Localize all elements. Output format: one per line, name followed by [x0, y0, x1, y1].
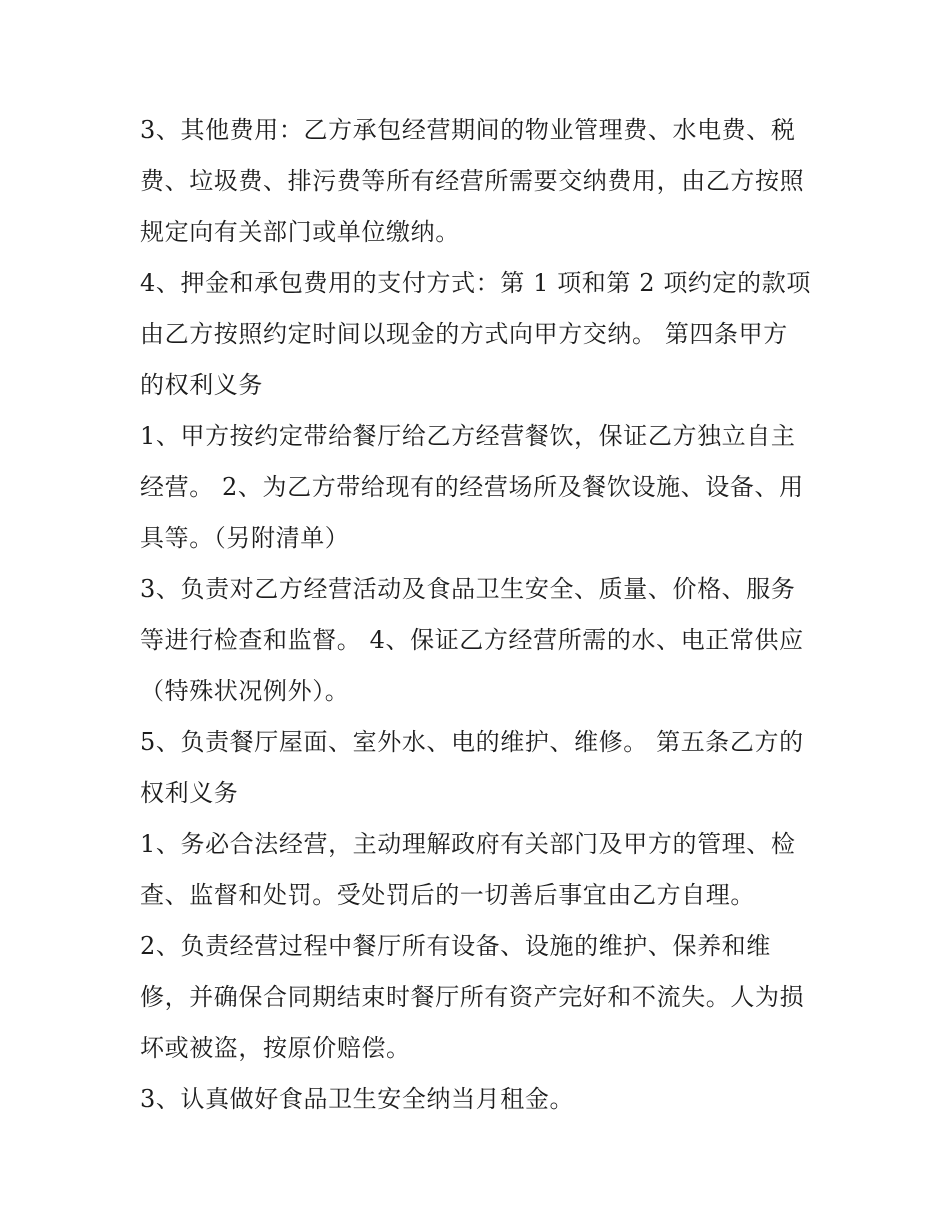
paragraph-party-b-item-2	[140, 921, 820, 1074]
text-line: 查、监督和处罚。受处罚后的一切善后事宜由乙方自理。	[140, 881, 755, 909]
paragraph-party-b-item-3	[140, 1074, 820, 1125]
text-line: 权利义务	[140, 779, 239, 807]
text-line: 3、负责对乙方经营活动及食品卫生安全、质量、价格、服务	[140, 575, 796, 603]
document-body	[140, 105, 820, 1125]
text-line: 3、其他费用：乙方承包经营期间的物业管理费、水电费、税	[140, 116, 796, 144]
text-line: 的权利义务	[140, 371, 263, 399]
text-line: 经营。 2、为乙方带给现有的经营场所及餐饮设施、设备、用	[140, 473, 804, 501]
text-line: （特殊状况例外）。	[140, 677, 350, 705]
text-line: 3、认真做好食品卫生安全纳当月租金。	[140, 1085, 575, 1113]
text-line: 坏或被盗，按原价赔偿。	[140, 1034, 411, 1062]
text-line: 等进行检查和监督。 4、保证乙方经营所需的水、电正常供应	[140, 626, 804, 654]
text-line: 费、垃圾费、排污费等所有经营所需要交纳费用，由乙方按照	[140, 167, 805, 195]
text-line: 规定向有关部门或单位缴纳。	[140, 218, 460, 246]
text-line: 2、负责经营过程中餐厅所有设备、设施的维护、保养和维	[140, 932, 771, 960]
text-line: 修，并确保合同期结束时餐厅所有资产完好和不流失。人为损	[140, 983, 805, 1011]
text-line: 1、务必合法经营，主动理解政府有关部门及甲方的管理、检	[140, 830, 796, 858]
text-line: 由乙方按照约定时间以现金的方式向甲方交纳。 第四条甲方	[140, 320, 788, 348]
paragraph-party-a-item-3	[140, 564, 820, 717]
text-line: 1、甲方按约定带给餐厅给乙方经营餐饮，保证乙方独立自主	[140, 422, 796, 450]
text-line: 4、押金和承包费用的支付方式：第 1 项和第 2 项约定的款项	[140, 269, 811, 297]
paragraph-party-b-item-1	[140, 819, 820, 921]
paragraph-party-a-item-5	[140, 717, 820, 819]
paragraph-payment-method	[140, 258, 820, 411]
text-line: 5、负责餐厅屋面、室外水、电的维护、维修。 第五条乙方的	[140, 728, 804, 756]
text-line: 具等。（另附清单）	[140, 524, 350, 552]
paragraph-other-fees	[140, 105, 820, 258]
paragraph-party-a-item-1	[140, 411, 820, 564]
